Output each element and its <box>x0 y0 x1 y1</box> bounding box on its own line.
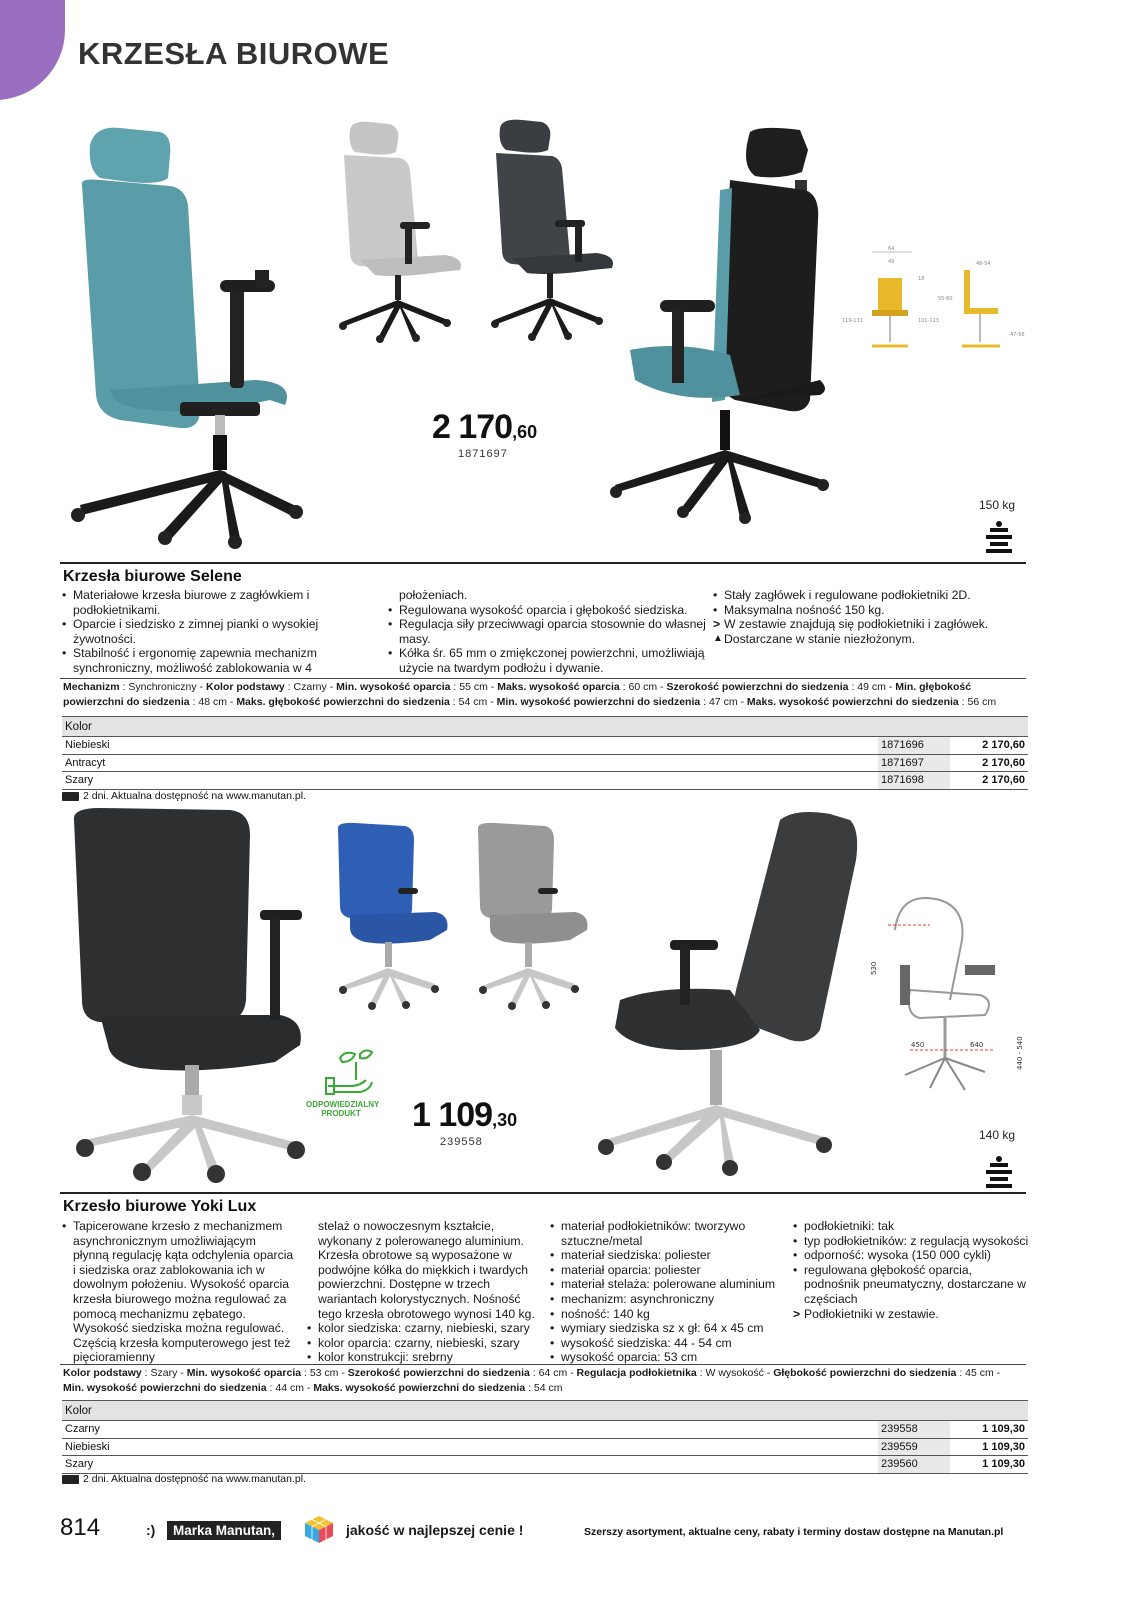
feature-item: • Regulacja siły przeciwwagi oparcia stosownie do własnej masy. <box>388 617 708 646</box>
spec-value: : Synchroniczny <box>119 681 197 693</box>
footer-smiley: :) <box>146 1522 156 1538</box>
code-cell: 1871697 <box>878 754 950 772</box>
rubiks-cube-icon <box>303 1514 335 1544</box>
product2-weight: 140 kg <box>979 1128 1016 1142</box>
feature-item: • regulowana głębokość oparcia, podnośnik pneumatyczny, dostarczane w częściach <box>793 1263 1029 1307</box>
feature-item: • Stabilność i ergonomię zapewnia mechanizm synchroniczny, możliwość zablokowania w 4 <box>62 646 382 675</box>
spec-key: Min. wysokość powierzchni do siedzenia <box>496 695 701 708</box>
spec-key: Szerokość powierzchni do siedzenia <box>666 681 849 693</box>
spec-value: : Szary <box>141 1367 178 1379</box>
price-cell: 1 109,30 <box>950 1438 1028 1456</box>
spec-key: Mechanizm <box>63 681 120 693</box>
color-cell: Szary <box>62 772 878 790</box>
table-row <box>62 1456 1028 1474</box>
feature-item: > W zestawie znajdują się podłokietniki i zagłówek. <box>713 617 1033 632</box>
weight-capacity-icon <box>986 1156 1012 1188</box>
code-cell: 239559 <box>878 1438 950 1456</box>
product2-price-cents: ,30 <box>492 1110 518 1130</box>
feature-item: • kolor siedziska: czarny, niebieski, szary <box>307 1321 539 1336</box>
spec-key: Maks. wysokość oparcia <box>497 681 620 693</box>
table-row <box>62 1421 1028 1439</box>
product2-image-area <box>60 800 1040 1190</box>
product2-price-main: 1 109 <box>412 1096 493 1134</box>
yoki-dimension-diagram <box>870 898 1024 1090</box>
feature-item: • wysokość oparcia: 53 cm <box>550 1350 790 1365</box>
code-cell: 239558 <box>878 1421 950 1439</box>
product2-color-table <box>62 1400 1028 1474</box>
feature-continuation: położeniach. <box>399 588 468 602</box>
feature-item: • materiał siedziska: poliester <box>550 1248 790 1263</box>
feature-item: • materiał oparcia: poliester <box>550 1263 790 1278</box>
dim-d: 55-60 <box>938 296 953 302</box>
feature-item: • wymiary siedziska sz x gł: 64 x 45 cm <box>550 1321 790 1336</box>
chair-yoki-blue <box>338 823 448 1010</box>
spec-key: Szerokość powierzchni do siedzenia <box>347 1367 530 1379</box>
feature-item: • wysokość siedziska: 44 - 54 cm <box>550 1336 790 1351</box>
price-cell: 2 170,60 <box>950 737 1028 755</box>
spec-value: : 55 cm <box>450 681 488 693</box>
product2-delivery-text: 2 dni. Aktualna dostępność na www.manutan.pl. <box>83 1473 306 1485</box>
spec-key: Kolor podstawy <box>206 681 285 693</box>
feature-item: • materiał stelaża: polerowane aluminium <box>550 1277 790 1292</box>
weight-capacity-icon <box>986 521 1012 553</box>
product1-price <box>432 408 537 447</box>
dim-640: 640 <box>970 1041 984 1049</box>
product1-features-col2 <box>388 588 708 676</box>
spec-value: : 64 cm <box>529 1367 568 1379</box>
dim-450: 450 <box>911 1041 925 1049</box>
feature-item: • odporność: wysoka (150 000 cykli) <box>793 1248 1029 1263</box>
chair-selene-blue-back <box>610 128 829 524</box>
color-cell: Niebieski <box>62 1438 878 1456</box>
dim-h: 47-56 <box>1010 332 1025 338</box>
price-cell: 2 170,60 <box>950 754 1028 772</box>
product2-specs: Kolor podstawy : Szary - Min. wysokość oparcia : 53 cm - Szerokość powierzchni do siedzenia : 64 cm - Regulacja podłokietnika : W wysokość - Głębokość powierzchni do siedzenia : 45 cm - Min. wysokość powierzchni do siedzenia : 44 cm - Maks. wysokość powierzchni do siedzenia : 54 cm <box>63 1367 1001 1394</box>
footer-info: Szerszy asortyment, aktualne ceny, rabaty i terminy dostaw dostępne na Manutan.pl <box>584 1526 1004 1538</box>
spec-value: : Czarny <box>284 681 327 693</box>
code-cell: 239560 <box>878 1456 950 1474</box>
color-cell: Niebieski <box>62 737 878 755</box>
spec-key: Min. głębokość powierzchni do siedzenia <box>63 681 972 708</box>
product1-price-main: 2 170 <box>432 408 513 446</box>
spec-value: : 54 cm <box>449 695 488 708</box>
product1-image-area <box>60 110 1040 570</box>
dim-b: 49 <box>888 259 895 265</box>
spec-key: Regulacja podłokietnika <box>576 1367 697 1379</box>
feature-item: • Oparcie i siedzisko z zimnej pianki o wysokiej żywotności. <box>62 617 382 646</box>
spec-value: : 48 cm <box>189 695 227 708</box>
product2-features-col3 <box>550 1219 790 1365</box>
dim-e: 48-54 <box>976 261 991 267</box>
footer-slogan: jakość w najlepszej cenie ! <box>346 1522 524 1538</box>
feature-continuation: stelaż o nowoczesnym kształcie, wykonany z polerowanego aluminium. Krzesła obrotowe są wyposażone w podwójne kółka do miękkich i twardych powierzchni. Dostępne w trzech wariantach kolorystycznych. Nośność tego krzesła obrotowego wynosi 140 kg. <box>318 1219 535 1321</box>
product2-features-col2 <box>307 1219 539 1365</box>
responsible-product-badge: ODPOWIEDZIALNY PRODUKT <box>306 1100 380 1118</box>
price-cell: 1 109,30 <box>950 1456 1028 1474</box>
product1-price-cents: ,60 <box>512 422 538 442</box>
spec-key: Maks. wysokość powierzchni do siedzenia <box>313 1381 526 1394</box>
product1-top-rule <box>60 562 1026 564</box>
product2-price <box>412 1096 517 1135</box>
table-row <box>62 772 1028 790</box>
dim-c: 18 <box>918 276 925 282</box>
feature-item: • Maksymalna nośność 150 kg. <box>713 603 1033 618</box>
table-header-row <box>62 717 1028 737</box>
product1-features-col1 <box>62 588 382 676</box>
color-cell: Szary <box>62 1456 878 1474</box>
selene-dimension-diagram <box>842 246 1025 346</box>
feature-item: > Podłokietniki w zestawie. <box>793 1307 1029 1322</box>
spec-value: : 44 cm <box>266 1381 304 1394</box>
responsible-product-icon <box>326 1050 372 1094</box>
product2-specs-rule <box>60 1364 1026 1365</box>
chair-selene-grey <box>339 122 461 343</box>
dim-f: 119-131 <box>842 318 863 324</box>
feature-item: • materiał podłokietników: tworzywo sztuczne/metal <box>550 1219 790 1248</box>
product2-title: Krzesło biurowe Yoki Lux <box>63 1198 257 1215</box>
product2-features-col1 <box>62 1219 294 1365</box>
feature-item: • kolor konstrukcji: srebrny <box>307 1350 539 1365</box>
corner-accent-tab <box>0 0 65 100</box>
spec-value: : 47 cm <box>700 695 738 708</box>
spec-value: : 54 cm <box>525 1381 563 1394</box>
table-row <box>62 1438 1028 1456</box>
product1-specs: Mechanizm : Synchroniczny - Kolor podstawy : Czarny - Min. wysokość oparcia : 55 cm - Maks. wysokość oparcia : 60 cm - Szerokość powierzchni do siedzenia : 49 cm - Min. głębokość powierzchni do siedzenia : 48 cm - Maks. głębokość powierzchni do siedzenia : 54 cm - Min. wysokość powierzchni do siedzenia : 47 cm - Maks. wysokość powierzchni do siedzenia : 56 cm <box>63 681 997 708</box>
table-row <box>62 754 1028 772</box>
dim-530: 530 <box>870 961 878 975</box>
product2-top-rule <box>60 1192 1026 1194</box>
spec-key: Maks. wysokość powierzchni do siedzenia <box>746 695 959 708</box>
spec-key: Głębokość powierzchni do siedzenia <box>773 1367 957 1379</box>
price-cell: 1 109,30 <box>950 1421 1028 1439</box>
spec-value: : 45 cm <box>956 1367 994 1379</box>
feature-item: • Stały zagłówek i regulowane podłokietniki 2D. <box>713 588 1033 603</box>
spec-key: Kolor podstawy <box>63 1367 142 1379</box>
spec-key: Min. wysokość powierzchni do siedzenia <box>63 1381 267 1394</box>
spec-value: : 49 cm <box>848 681 886 693</box>
table-row <box>62 737 1028 755</box>
spec-value: : 56 cm <box>958 695 997 708</box>
dim-a: 64 <box>888 246 895 252</box>
color-cell: Antracyt <box>62 754 878 772</box>
page-title: KRZESŁA BIUROWE <box>78 36 390 71</box>
product1-delivery-text: 2 dni. Aktualna dostępność na www.manutan.pl. <box>83 790 306 802</box>
product2-delivery <box>62 1473 306 1485</box>
code-cell: 1871698 <box>878 772 950 790</box>
color-cell: Czarny <box>62 1421 878 1439</box>
feature-item: • mechanizm: asynchroniczny <box>550 1292 790 1307</box>
product2-features-col4 <box>793 1219 1029 1321</box>
table-header-color: Kolor <box>62 717 1028 737</box>
feature-item: • nośność: 140 kg <box>550 1307 790 1322</box>
product1-price-code: 1871697 <box>458 448 508 460</box>
feature-item: • Kółka śr. 65 mm o zmiękczonej powierzchni, umożliwiają użycie na twardym podłożu i dywanie. <box>388 646 708 675</box>
page-number: 814 <box>60 1514 101 1541</box>
chair-selene-blue-front <box>71 128 303 549</box>
chair-yoki-grey <box>478 823 588 1010</box>
dim-440-540: 440 - 540 <box>1016 1036 1024 1070</box>
feature-item: • Tapicerowane krzesło z mechanizmem asynchronicznym umożliwiającym płynną regulację kąta odchylenia oparcia i siedziska oraz zablokowania ich w dowolnym położeniu. Wysokość oparcia krzesła biurowego można regulować za pomocą mechanizmu zębatego. Wysokość siedziska można regulować. Częścią krzesła komputerowego jest też pięcioramienny <box>62 1219 294 1365</box>
spec-value: : 60 cm <box>619 681 658 693</box>
feature-item: • Materiałowe krzesła biurowe z zagłówkiem i podłokietnikami. <box>62 588 382 617</box>
feature-item: • podłokietniki: tak <box>793 1219 1029 1234</box>
product1-weight: 150 kg <box>979 498 1016 512</box>
footer-brand: Marka Manutan, <box>167 1521 281 1540</box>
price-cell: 2 170,60 <box>950 772 1028 790</box>
product2-price-code: 239558 <box>440 1136 483 1148</box>
product1-color-table <box>62 716 1028 790</box>
spec-value: : 53 cm <box>301 1367 339 1379</box>
product1-specs-rule <box>60 678 1026 679</box>
spec-key: Min. wysokość oparcia <box>186 1367 302 1379</box>
product1-title: Krzesła biurowe Selene <box>63 568 242 585</box>
spec-value: : W wysokość <box>696 1367 764 1379</box>
table-header-row <box>62 1401 1028 1421</box>
product1-features-col3 <box>713 588 1033 646</box>
feature-item: ▲ Dostarczane w stanie niezłożonym. <box>713 632 1033 647</box>
dim-g: 101-113 <box>918 318 939 324</box>
chair-yoki-black-back <box>598 812 857 1176</box>
spec-key: Min. wysokość oparcia <box>336 681 451 693</box>
code-cell: 1871696 <box>878 737 950 755</box>
feature-item: • typ podłokietników: z regulacją wysokości <box>793 1234 1029 1249</box>
spec-key: Maks. głębokość powierzchni do siedzenia <box>236 695 450 708</box>
feature-item: • Regulowana wysokość oparcia i głębokość siedziska. <box>388 603 708 618</box>
table-header-color: Kolor <box>62 1401 1028 1421</box>
chair-selene-anthracite <box>491 120 613 341</box>
chair-yoki-black-front <box>74 808 305 1183</box>
delivery-truck-icon <box>62 1475 79 1484</box>
feature-item: • kolor oparcia: czarny, niebieski, szary <box>307 1336 539 1351</box>
